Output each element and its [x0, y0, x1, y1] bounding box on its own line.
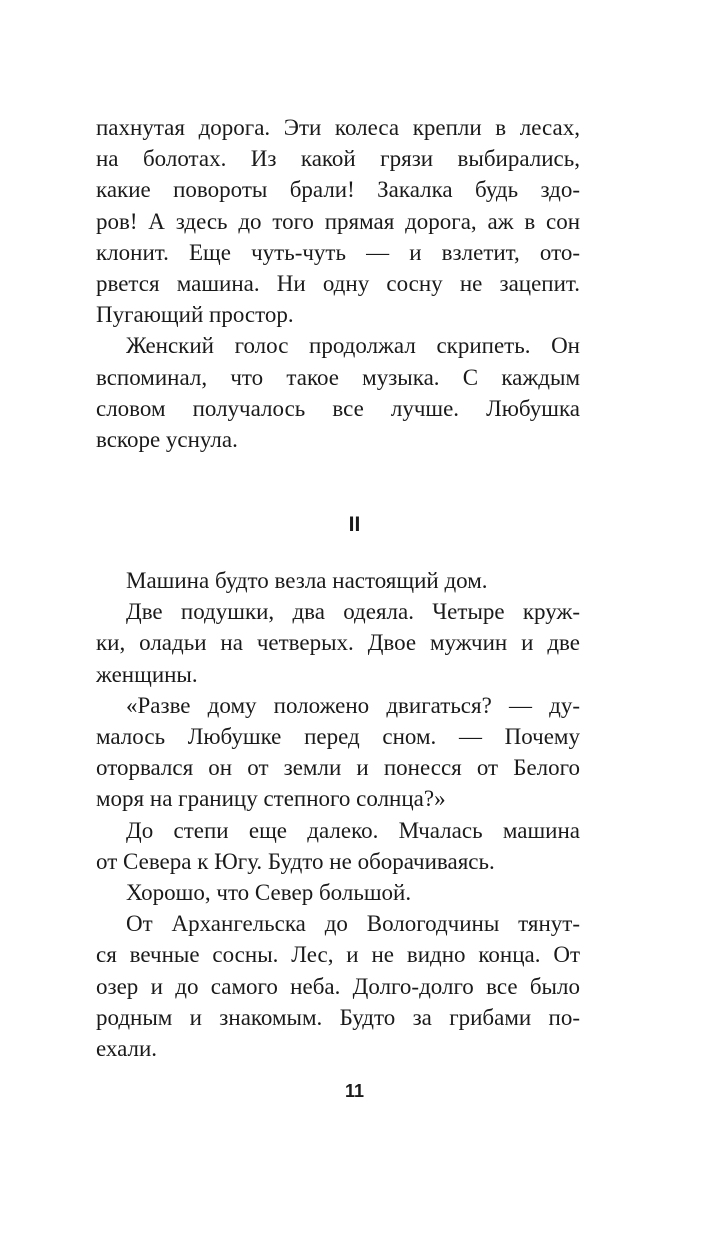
page-number: 11: [344, 1081, 365, 1101]
text-line: Машина будто везла настоящий дом.: [126, 568, 488, 593]
text-line: рвется машина. Ни одну сосну не зацепит.: [96, 270, 580, 296]
text-line: озер и до самого неба. Долго-долго все было: [96, 973, 580, 999]
text-line: оторвался он от земли и понесся от Белого: [96, 755, 580, 781]
text-line: на болотах. Из какой грязи выбирались,: [96, 146, 580, 172]
paragraph: [96, 112, 580, 330]
text-line: Две подушки, два одеяла. Четыре круж-: [126, 599, 580, 625]
paragraph: [96, 690, 580, 815]
text-line: пахнутая дорога. Эти колеса крепли в лесах,: [96, 115, 580, 140]
text-line: До степи еще далеко. Мчалась машина: [126, 817, 580, 843]
section-heading: II: [348, 513, 361, 536]
text-line: словом получалось все лучше. Любушка: [96, 395, 580, 421]
text-line: вскоре уснула.: [96, 426, 238, 452]
text-line: малось Любушке перед сном. — Почему: [96, 723, 580, 749]
text-line: клонит. Еще чуть-чуть — и взлетит, ото-: [96, 239, 580, 265]
text-line: ров! А здесь до того прямая дорога, аж в сон: [96, 208, 580, 234]
paragraph: [96, 908, 580, 1064]
paragraph: [96, 596, 580, 690]
text-line: от Севера к Югу. Будто не оборачиваясь.: [96, 848, 495, 874]
paragraph: [96, 877, 580, 908]
text-line: Пугающий простор.: [96, 302, 294, 328]
text-line: Хорошо, что Север большой.: [126, 879, 412, 905]
text-line: родным и знакомым. Будто за грибами по-: [96, 1004, 580, 1030]
text-line: вспоминал, что такое музыка. С каждым: [96, 364, 580, 390]
paragraph: [96, 565, 580, 596]
paragraph: [96, 330, 580, 455]
text-line: женщины.: [96, 661, 198, 687]
text-line: От Архангельска до Вологодчины тянут-: [126, 911, 580, 937]
text-line: ки, оладьи на четверых. Двое мужчин и две: [96, 630, 580, 656]
text-line: ся вечные сосны. Лес, и не видно конца. От: [96, 942, 580, 968]
text-block-bottom: [96, 565, 580, 1064]
text-line: какие повороты брали! Закалка будь здо-: [96, 177, 580, 203]
text-line: «Разве дому положено двигаться? — ду-: [126, 692, 580, 718]
paragraph: [96, 815, 580, 877]
text-line: Женский голос продолжал скрипеть. Он: [126, 333, 580, 359]
text-line: моря на границу степного солнца?»: [96, 786, 446, 812]
text-block-top: [96, 112, 580, 455]
text-line: ехали.: [96, 1035, 158, 1061]
